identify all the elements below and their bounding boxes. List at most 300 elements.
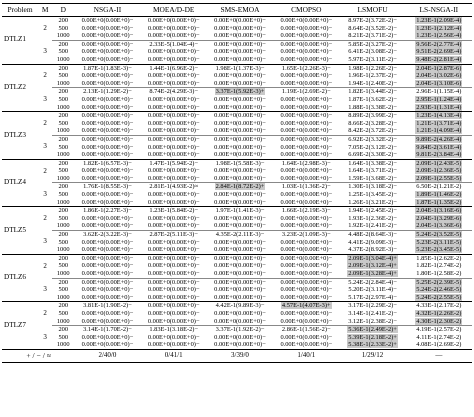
dimension-cell: 1000 — [56, 293, 70, 301]
dimension-cell: 500 — [58, 262, 69, 270]
result-cell — [406, 167, 472, 175]
result-cell: 1.94E-1(2.45E-2)− — [339, 207, 405, 215]
summary-value: 1/40/1 — [273, 349, 339, 362]
result-cell: 0.00E+0(0.00E+0)− — [147, 191, 200, 199]
table-row — [2, 199, 472, 207]
best-result-value: 2.09E-1(2.55E-5) — [416, 174, 462, 182]
result-cell: 0.00E+0(0.00E+0)− — [141, 254, 207, 262]
result-cell: 0.00E+0(0.00E+0)− — [141, 112, 207, 120]
header-problem: Problem — [2, 4, 38, 17]
dimension-cell: 1000 — [56, 127, 70, 135]
result-cell: 1.82E-1(6.57E-3)− — [74, 159, 140, 167]
result-cell: 0.00E+0(0.00E+0)− — [147, 222, 200, 230]
result-cell: 0.00E+0(0.00E+0)− — [81, 151, 134, 159]
result-cell — [339, 326, 405, 334]
result-cell: 0.00E+0(0.00E+0)− — [147, 174, 200, 182]
result-cell: 8.97E-2(3.72E-2)− — [339, 17, 405, 25]
dimension-cell: 200 — [52, 326, 74, 334]
table-row — [2, 96, 472, 104]
result-cell: 0.00E+0(0.00E+0)− — [147, 333, 200, 341]
dimension-cell: 200 — [52, 207, 74, 215]
result-cell — [339, 341, 405, 349]
result-cell: 0.00E+0(0.00E+0)− — [214, 174, 266, 182]
dimension-cell: 200 — [52, 112, 74, 120]
result-cell: 6.41E-2(3.08E-2)− — [348, 48, 397, 56]
result-cell — [207, 183, 273, 191]
result-cell: 5.97E-2(3.11E-2)− — [348, 55, 397, 63]
header-cmopso: CMOPSO — [273, 4, 339, 17]
dimension-cell: 200 — [52, 17, 74, 25]
result-cell: 8.64E-2(3.52E-2)− — [348, 24, 397, 32]
result-cell — [406, 135, 472, 143]
result-cell — [339, 254, 405, 262]
result-cell: 0.00E+0(0.00E+0)− — [280, 246, 333, 254]
result-cell: 0.00E+0(0.00E+0)− — [147, 246, 200, 254]
result-cell: 6.69E-2(3.30E-2)− — [348, 151, 397, 159]
result-cell: 0.00E+0(0.00E+0)− — [81, 95, 134, 103]
result-cell: 1.82E-1(2.74E-2) — [416, 262, 462, 270]
header-ls-nsga-ii: LS-NSGA-II — [406, 4, 472, 17]
result-cell: 0.00E+0(0.00E+0)− — [147, 317, 200, 325]
objectives-count: 2 — [38, 64, 52, 88]
result-cell: 0.00E+0(0.00E+0)− — [214, 341, 266, 349]
result-cell — [406, 310, 472, 318]
result-cell: 0.00E+0(0.00E+0)− — [207, 254, 273, 262]
dimension-cell: 1000 — [56, 270, 70, 277]
result-cell — [339, 262, 405, 270]
result-cell — [406, 40, 472, 48]
result-cell: 0.00E+0(0.00E+0)− — [214, 55, 266, 63]
result-cell: 1.87E-1(1.83E-3)− — [74, 64, 140, 72]
result-cell: 0.00E+0(0.00E+0)− — [147, 79, 200, 87]
result-cell: 0.00E+0(0.00E+0)− — [280, 270, 333, 277]
result-cell — [406, 318, 472, 326]
result-cell: 0.00E+0(0.00E+0)− — [147, 198, 200, 206]
result-cell: 0.00E+0(0.00E+0)− — [81, 119, 134, 127]
objectives-count: 3 — [43, 284, 47, 293]
table-row — [2, 56, 472, 64]
result-cell: 0.00E+0(0.00E+0)− — [207, 40, 273, 48]
best-result-value: 2.04E-1(3.29E-6) — [416, 214, 462, 222]
result-cell: 0.00E+0(0.00E+0)− — [214, 24, 266, 32]
result-cell — [406, 151, 472, 159]
result-cell: 0.00E+0(0.00E+0)− — [147, 270, 200, 277]
table-row — [2, 127, 472, 135]
result-cell: 0.00E+0(0.00E+0)− — [81, 317, 134, 325]
result-cell: 0.00E+0(0.00E+0)− — [280, 286, 333, 294]
objectives-count: 3 — [43, 237, 47, 246]
result-cell: 1.65E-1(2.26E-3)− — [273, 64, 339, 72]
table-row — [2, 286, 472, 294]
best-result-value: 4.30E-1(2.30E-2) — [416, 317, 462, 325]
result-cell: 0.00E+0(0.00E+0)− — [214, 48, 266, 56]
table-row — [2, 135, 472, 143]
result-cell: 0.00E+0(0.00E+0)− — [280, 103, 333, 111]
result-cell: 1.88E-1(3.38E-2)− — [348, 103, 397, 111]
result-cell: 0.00E+0(0.00E+0)− — [147, 103, 200, 111]
result-cell: 0.00E+0(0.00E+0)− — [207, 278, 273, 286]
result-cell: 2.86E-1(1.56E-2)− — [273, 326, 339, 334]
result-cell: 3.17E-1(2.29E-2)− — [339, 302, 405, 310]
result-cell: 0.00E+0(0.00E+0)− — [81, 286, 134, 294]
best-result-value: 1.23E-1(2.09E-4) — [416, 17, 462, 24]
header-m: M — [38, 4, 52, 17]
result-cell: 1.97E-1(1.41E-3)− — [207, 207, 273, 215]
result-cell: 2.81E-1(4.93E-2)≈ — [141, 183, 207, 191]
result-cell: 1.76E-1(8.55E-3)− — [74, 183, 140, 191]
result-cell: 0.00E+0(0.00E+0)− — [207, 17, 273, 25]
result-cell: 0.00E+0(0.00E+0)− — [280, 95, 333, 103]
table-row — [2, 120, 472, 128]
result-cell: 8.89E-2(3.99E-2)− — [339, 112, 405, 120]
table-row — [2, 270, 472, 278]
result-cell: 1.47E-1(5.94E-2)− — [141, 159, 207, 167]
best-result-value: 1.21E-1(3.71E-4) — [416, 119, 462, 127]
result-cell: 8.74E-2(4.29E-3)− — [141, 88, 207, 96]
best-result-value: 9.56E-2(2.77E-4) — [416, 40, 462, 48]
result-cell: 0.00E+0(0.00E+0)− — [214, 79, 266, 87]
result-cell: 0.00E+0(0.00E+0)− — [81, 222, 134, 230]
header-lsmofu: LSMOFU — [339, 4, 405, 17]
table-row — [2, 183, 472, 191]
problem-label: DTLZ1 — [2, 17, 38, 65]
result-cell: 1.98E-1(1.37E-3)− — [207, 64, 273, 72]
result-cell — [406, 278, 472, 286]
result-cell: 0.00E+0(0.00E+0)− — [280, 119, 333, 127]
result-cell: 0.00E+0(0.00E+0)− — [214, 167, 266, 175]
result-cell — [406, 144, 472, 152]
result-cell — [406, 127, 472, 135]
result-cell: 0.00E+0(0.00E+0)− — [280, 309, 333, 317]
table-row — [2, 294, 472, 302]
dimension-cell: 500 — [58, 48, 69, 56]
result-cell — [406, 56, 472, 64]
best-result-value: 5.36E-1(2.49E-2)+ — [348, 326, 397, 334]
result-cell: 1.93E-1(2.36E-2)− — [348, 214, 397, 222]
objectives-count: 2 — [38, 302, 52, 326]
result-cell: 0.00E+0(0.00E+0)− — [214, 222, 266, 230]
result-cell: 0.00E+0(0.00E+0)− — [214, 143, 266, 151]
dimension-cell: 200 — [52, 183, 74, 191]
objectives-count: 3 — [43, 332, 47, 341]
dimension-cell: 1000 — [56, 246, 70, 254]
result-cell: 0.00E+0(0.00E+0)− — [81, 238, 134, 246]
result-cell: 0.00E+0(0.00E+0)− — [147, 48, 200, 56]
result-cell: 2.87E-2(5.11E-3)− — [141, 231, 207, 239]
result-cell: 6.92E-2(3.32E-2)− — [339, 135, 405, 143]
dimension-cell: 500 — [58, 238, 69, 246]
result-cell: 4.33E-1(2.17E-2) — [406, 302, 472, 310]
result-cell — [406, 159, 472, 167]
best-result-value: 5.23E-2(3.45E-5) — [416, 246, 462, 254]
result-cell: 0.00E+0(0.00E+0)− — [214, 270, 266, 277]
result-cell: 0.00E+0(0.00E+0)− — [147, 262, 200, 270]
result-cell: 0.00E+0(0.00E+0)− — [81, 79, 134, 87]
dimension-cell: 200 — [52, 254, 74, 262]
result-cell: 0.00E+0(0.00E+0)− — [273, 278, 339, 286]
dimension-cell: 500 — [58, 72, 69, 80]
dimension-cell: 200 — [52, 64, 74, 72]
best-result-value: 2.04E-1(3.02E-6) — [416, 72, 462, 80]
dimension-cell: 500 — [58, 286, 69, 294]
best-result-value: 9.89E-2(4.26E-4) — [416, 135, 462, 143]
table-row — [2, 72, 472, 80]
objectives-count: 3 — [43, 189, 47, 198]
table-row — [2, 80, 472, 88]
best-result-value: 5.38E-1(2.33E-2)+ — [348, 341, 397, 349]
result-cell — [339, 270, 405, 278]
result-cell: 0.00E+0(0.00E+0)− — [147, 119, 200, 127]
dimension-cell: 200 — [52, 159, 74, 167]
result-cell: 0.00E+0(0.00E+0)− — [207, 112, 273, 120]
result-cell: 0.00E+0(0.00E+0)− — [147, 95, 200, 103]
best-result-value: 2.84E-1(8.72E-2)+ — [215, 183, 265, 191]
result-cell: 0.00E+0(0.00E+0)− — [141, 135, 207, 143]
result-cell: 0.00E+0(0.00E+0)− — [147, 293, 200, 301]
result-cell: 0.00E+0(0.00E+0)− — [81, 262, 134, 270]
result-cell: 0.00E+0(0.00E+0)− — [74, 112, 140, 120]
result-cell — [339, 334, 405, 342]
result-cell: 0.00E+0(0.00E+0)− — [214, 214, 266, 222]
dimension-cell: 500 — [58, 143, 69, 151]
best-result-value: 5.39E-1(2.18E-2)+ — [348, 333, 397, 341]
result-cell: 0.00E+0(0.00E+0)− — [280, 341, 333, 349]
result-cell — [273, 302, 339, 310]
best-result-value: 2.95E-1(1.24E-4) — [416, 95, 462, 103]
result-cell: 0.00E+0(0.00E+0)− — [147, 238, 200, 246]
result-cell — [406, 286, 472, 294]
best-result-value: 1.23E-1(2.56E-4) — [416, 32, 462, 40]
dimension-cell: 200 — [52, 302, 74, 310]
result-cell: 0.00E+0(0.00E+0)− — [81, 72, 134, 80]
table-row — [2, 262, 472, 270]
results-body — [2, 17, 472, 363]
table-row — [2, 239, 472, 247]
result-cell: 0.00E+0(0.00E+0)− — [81, 333, 134, 341]
result-cell: 0.00E+0(0.00E+0)− — [81, 55, 134, 63]
result-cell: 0.00E+0(0.00E+0)− — [214, 286, 266, 294]
result-cell: 0.00E+0(0.00E+0)− — [81, 214, 134, 222]
result-cell: 0.00E+0(0.00E+0)− — [280, 198, 333, 206]
table-row — [2, 222, 472, 230]
result-cell: 0.00E+0(0.00E+0)− — [280, 293, 333, 301]
result-cell: 0.00E+0(0.00E+0)− — [81, 309, 134, 317]
result-cell: 0.00E+0(0.00E+0)− — [280, 24, 333, 32]
table-row — [2, 151, 472, 159]
result-cell: 0.00E+0(0.00E+0)− — [273, 40, 339, 48]
table-row — [2, 167, 472, 175]
table-row — [2, 278, 472, 286]
result-cell: 1.23E-1(5.84E-2)− — [141, 207, 207, 215]
result-cell: 0.00E+0(0.00E+0)− — [141, 302, 207, 310]
result-cell: 0.00E+0(0.00E+0)− — [214, 119, 266, 127]
result-cell — [406, 207, 472, 215]
best-result-value: 4.32E-1(2.26E-2) — [416, 309, 462, 317]
table-row — [2, 231, 472, 239]
result-cell — [406, 120, 472, 128]
result-cell: 0.00E+0(0.00E+0)− — [81, 127, 134, 135]
result-cell: 0.00E+0(0.00E+0)− — [280, 333, 333, 341]
best-result-value: 9.81E-2(3.84E-4) — [416, 151, 462, 159]
best-result-value: 9.84E-2(3.61E-4) — [416, 143, 462, 151]
summary-value: — — [406, 349, 472, 362]
result-cell: 3.14E-1(1.70E-2)− — [74, 326, 140, 334]
result-cell: 7.05E-2(3.12E-2)− — [348, 143, 397, 151]
result-cell: 0.00E+0(0.00E+0)− — [74, 17, 140, 25]
table-row — [2, 326, 472, 334]
best-result-value: 2.93E-1(1.31E-4) — [416, 103, 462, 111]
result-cell: 0.00E+0(0.00E+0)− — [214, 151, 266, 159]
table-row — [2, 334, 472, 342]
result-cell: 0.00E+0(0.00E+0)− — [147, 127, 200, 135]
result-cell: 0.00E+0(0.00E+0)− — [280, 214, 333, 222]
result-cell: 0.00E+0(0.00E+0)− — [141, 278, 207, 286]
result-cell: 0.00E+0(0.00E+0)− — [214, 293, 266, 301]
result-cell: 0.00E+0(0.00E+0)− — [280, 174, 333, 182]
result-cell: 1.44E-1(6.96E-2)− — [141, 64, 207, 72]
table-row — [2, 254, 472, 262]
result-cell: 0.00E+0(0.00E+0)− — [280, 72, 333, 80]
result-cell — [406, 191, 472, 199]
result-cell — [406, 80, 472, 88]
result-cell: 1.96E-1(2.37E-2)− — [348, 72, 397, 80]
result-cell: 2.33E-5(1.04E-4)− — [141, 40, 207, 48]
result-cell — [406, 215, 472, 223]
dimension-cell: 200 — [52, 231, 74, 239]
result-cell: 0.00E+0(0.00E+0)− — [147, 341, 200, 349]
result-cell: 0.00E+0(0.00E+0)− — [214, 95, 266, 103]
result-cell: 0.00E+0(0.00E+0)− — [280, 48, 333, 56]
result-cell: 0.00E+0(0.00E+0)− — [147, 24, 200, 32]
problem-label: DTLZ2 — [2, 64, 38, 112]
result-cell: 4.08E-1(2.69E-2) — [416, 341, 462, 349]
result-cell: 4.35E-2(2.11E-3)− — [207, 231, 273, 239]
result-cell: 0.00E+0(0.00E+0)− — [214, 32, 266, 40]
result-cell — [207, 88, 273, 96]
dimension-cell: 500 — [58, 167, 69, 175]
result-cell: 0.00E+0(0.00E+0)− — [81, 143, 134, 151]
result-cell: 0.00E+0(0.00E+0)− — [280, 262, 333, 270]
table-row — [2, 40, 472, 48]
result-cell: 0.00E+0(0.00E+0)− — [141, 17, 207, 25]
result-cell: 0.00E+0(0.00E+0)− — [273, 112, 339, 120]
result-cell: 0.00E+0(0.00E+0)− — [280, 55, 333, 63]
best-result-value: 2.09E-1(3.12E-4)+ — [348, 262, 397, 270]
result-cell — [406, 112, 472, 120]
result-cell — [406, 25, 472, 33]
result-cell — [406, 104, 472, 112]
result-cell: 1.80E-1(2.58E-2) — [416, 270, 462, 277]
table-row — [2, 207, 472, 215]
result-cell — [406, 96, 472, 104]
dimension-cell: 500 — [58, 119, 69, 127]
result-cell: 1.26E-1(3.21E-2)− — [348, 198, 397, 206]
table-row — [2, 104, 472, 112]
result-cell: 0.00E+0(0.00E+0)− — [280, 127, 333, 135]
dimension-cell: 1000 — [56, 198, 70, 206]
result-cell: 0.00E+0(0.00E+0)− — [147, 309, 200, 317]
result-cell: 3.12E-1(2.38E-2)− — [348, 317, 397, 325]
result-cell — [406, 246, 472, 254]
best-result-value: 1.89E-1(1.46E-2) — [416, 191, 462, 199]
dimension-cell: 1000 — [56, 103, 70, 111]
result-cell: 4.48E-2(8.64E-3)− — [339, 231, 405, 239]
summary-value: 3/39/0 — [207, 349, 273, 362]
result-cell: 0.00E+0(0.00E+0)− — [74, 135, 140, 143]
table-row — [2, 175, 472, 183]
result-cell: 1.64E-1(3.71E-2)− — [348, 167, 397, 175]
dimension-cell: 500 — [58, 333, 69, 341]
result-cell — [406, 48, 472, 56]
best-result-value: 2.04E-1(3.10E-6) — [416, 79, 462, 87]
result-cell: 0.00E+0(0.00E+0)− — [280, 238, 333, 246]
result-cell: 0.00E+0(0.00E+0)− — [81, 191, 134, 199]
table-row — [2, 17, 472, 25]
dimension-cell: 1000 — [56, 32, 70, 40]
result-cell: 1.94E-1(2.40E-2)− — [348, 79, 397, 87]
summary-label: + / − / ≈ — [2, 349, 74, 362]
objectives-count: 2 — [38, 112, 52, 136]
best-result-value: 3.37E-1(5.92E-3)+ — [215, 88, 265, 96]
result-cell: 0.00E+0(0.00E+0)− — [280, 32, 333, 40]
best-result-value: 2.09E-1(3.04E-4)+ — [348, 254, 397, 262]
result-cell: 0.00E+0(0.00E+0)− — [214, 333, 266, 341]
header-d: D — [52, 4, 74, 17]
dimension-cell: 500 — [58, 191, 69, 199]
result-cell: 0.00E+0(0.00E+0)− — [214, 198, 266, 206]
result-cell: 0.00E+0(0.00E+0)− — [280, 222, 333, 230]
result-cell: 1.30E-1(3.18E-2)− — [339, 183, 405, 191]
best-result-value: 2.04E-1(3.16E-6) — [416, 207, 462, 215]
result-cell: 6.50E-2(1.21E-2) — [406, 183, 472, 191]
result-cell — [406, 199, 472, 207]
best-result-value: 2.04E-1(2.87E-6) — [416, 64, 462, 72]
result-cell: 0.00E+0(0.00E+0)− — [214, 317, 266, 325]
result-cell: 0.00E+0(0.00E+0)− — [280, 191, 333, 199]
result-cell: 1.59E-1(3.68E-2)− — [348, 174, 397, 182]
result-cell: 0.00E+0(0.00E+0)− — [147, 286, 200, 294]
result-cell: 2.96E-1(1.15E-4) — [406, 88, 472, 96]
result-cell — [406, 231, 472, 239]
best-result-value: 2.04E-1(3.36E-6) — [416, 222, 462, 230]
results-table — [2, 3, 472, 363]
result-cell: 0.00E+0(0.00E+0)− — [74, 254, 140, 262]
summary-value: 1/29/12 — [339, 349, 405, 362]
dimension-cell: 1000 — [56, 341, 70, 349]
result-cell: 0.00E+0(0.00E+0)− — [207, 135, 273, 143]
table-row — [2, 159, 472, 167]
result-cell: 1.82E-1(3.44E-2)− — [339, 88, 405, 96]
result-cell: 1.98E-1(5.58E-3)− — [207, 159, 273, 167]
summary-row — [2, 349, 472, 362]
result-cell: 1.64E-1(2.98E-3)− — [273, 159, 339, 167]
result-cell: 8.21E-2(3.71E-2)− — [348, 32, 397, 40]
result-cell: 4.42E-1(9.89E-3)− — [207, 302, 273, 310]
summary-value: 0/41/1 — [141, 349, 207, 362]
problem-label: DTLZ7 — [2, 302, 38, 350]
result-cell: 5.85E-2(3.27E-2)− — [339, 40, 405, 48]
result-cell: 1.98E-1(2.26E-2)− — [339, 64, 405, 72]
result-cell: 1.64E-1(3.38E-2)− — [339, 159, 405, 167]
result-cell: 0.00E+0(0.00E+0)− — [273, 254, 339, 262]
objectives-count: 3 — [43, 142, 47, 151]
table-row — [2, 88, 472, 96]
table-row — [2, 112, 472, 120]
result-cell — [406, 175, 472, 183]
result-cell: 0.00E+0(0.00E+0)− — [81, 198, 134, 206]
objectives-count: 2 — [38, 159, 52, 183]
result-cell: 1.25E-1(3.45E-2)− — [348, 191, 397, 199]
